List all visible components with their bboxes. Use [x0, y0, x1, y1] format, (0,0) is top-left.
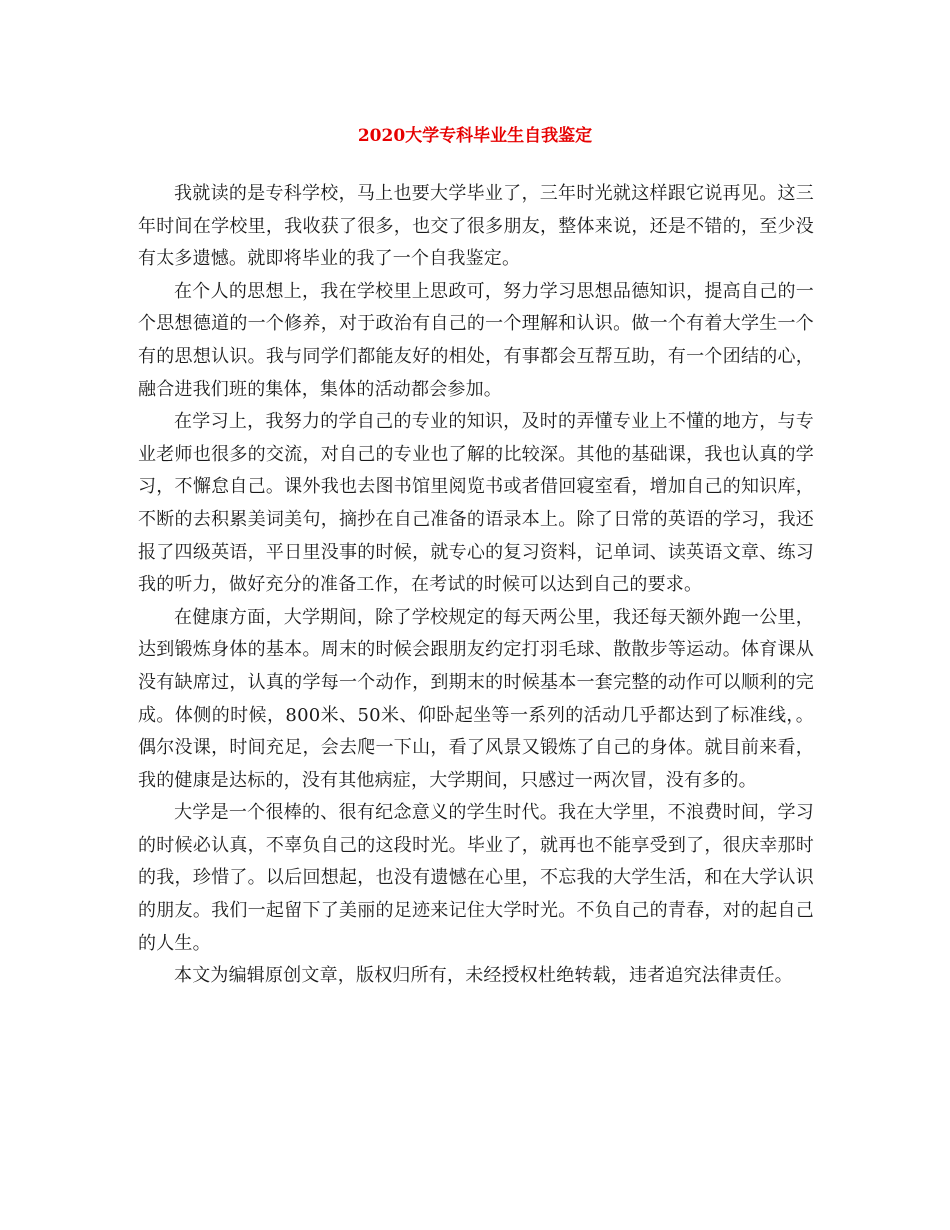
- paragraph-copyright-notice: 本文为编辑原创文章，版权归所有，未经授权杜绝转载，违者追究法律责任。: [174, 965, 793, 987]
- paragraph-intro: 我就读的是专科学校，马上也要大学毕业了，三年时光就这样跟它说再见。这三年时间在学校里，我收获了很多，也交了很多朋友，整体来说，还是不错的，至少没有太多遗憾。就即将毕业的我了一个自我鉴定。: [138, 183, 814, 270]
- paragraph-ideology: 在个人的思想上，我在学校里上思政可，努力学习思想品德知识，提高自己的一个思想德道的一个修养，对于政治有自己的一个理解和认识。做一个有着大学生一个有的思想认识。我与同学们都能友好的相处，有事都会互帮互助，有一个团结的心，融合进我们班的集体，集体的活动都会参加。: [138, 280, 814, 400]
- paragraph-health: 在健康方面，大学期间，除了学校规定的每天两公里，我还每天额外跑一公里，达到锻炼身体的基本。周末的时候会跟朋友约定打羽毛球、散散步等运动。体育课从没有缺席过，认真的学每一个动作，到期末的时候基本一套完整的动作可以顺利的完成。体侧的时候，800米、50米、仰卧起坐等一系列的活动几乎都达到了标准线，。偶尔没课，时间充足，会去爬一下山，看了风景又锻炼了自己的身体。就目前来看，我的健康是达标的，没有其他病症，大学期间，只感过一两次冒，没有多的。: [138, 606, 814, 791]
- document-body: [138, 178, 814, 993]
- paragraph-conclusion: 大学是一个很棒的、很有纪念意义的学生时代。我在大学里，不浪费时间，学习的时候必认真，不辜负自己的这段时光。毕业了，就再也不能享受到了，很庆幸那时的我，珍惜了。以后回想起，也没有遗憾在心里，不忘我的大学生活，和在大学认识的朋友。我们一起留下了美丽的足迹来记住大学时光。不负自己的青春，对的起自己的人生。: [138, 802, 814, 954]
- document-title: 2020大学专科毕业生自我鉴定: [357, 126, 593, 146]
- paragraph-study: 在学习上，我努力的学自己的专业的知识，及时的弄懂专业上不懂的地方，与专业老师也很多的交流，对自己的专业也了解的比较深。其他的基础课，我也认真的学习，不懈怠自己。课外我也去图书馆里阅览书或者借回寝室看，增加自己的知识库，不断的去积累美词美句，摘抄在自己准备的语录本上。除了日常的英语的学习，我还报了四级英语，平日里没事的时候，就专心的复习资料，记单词、读英语文章、练习我的听力，做好充分的准备工作，在考试的时候可以达到自己的要求。: [138, 411, 814, 596]
